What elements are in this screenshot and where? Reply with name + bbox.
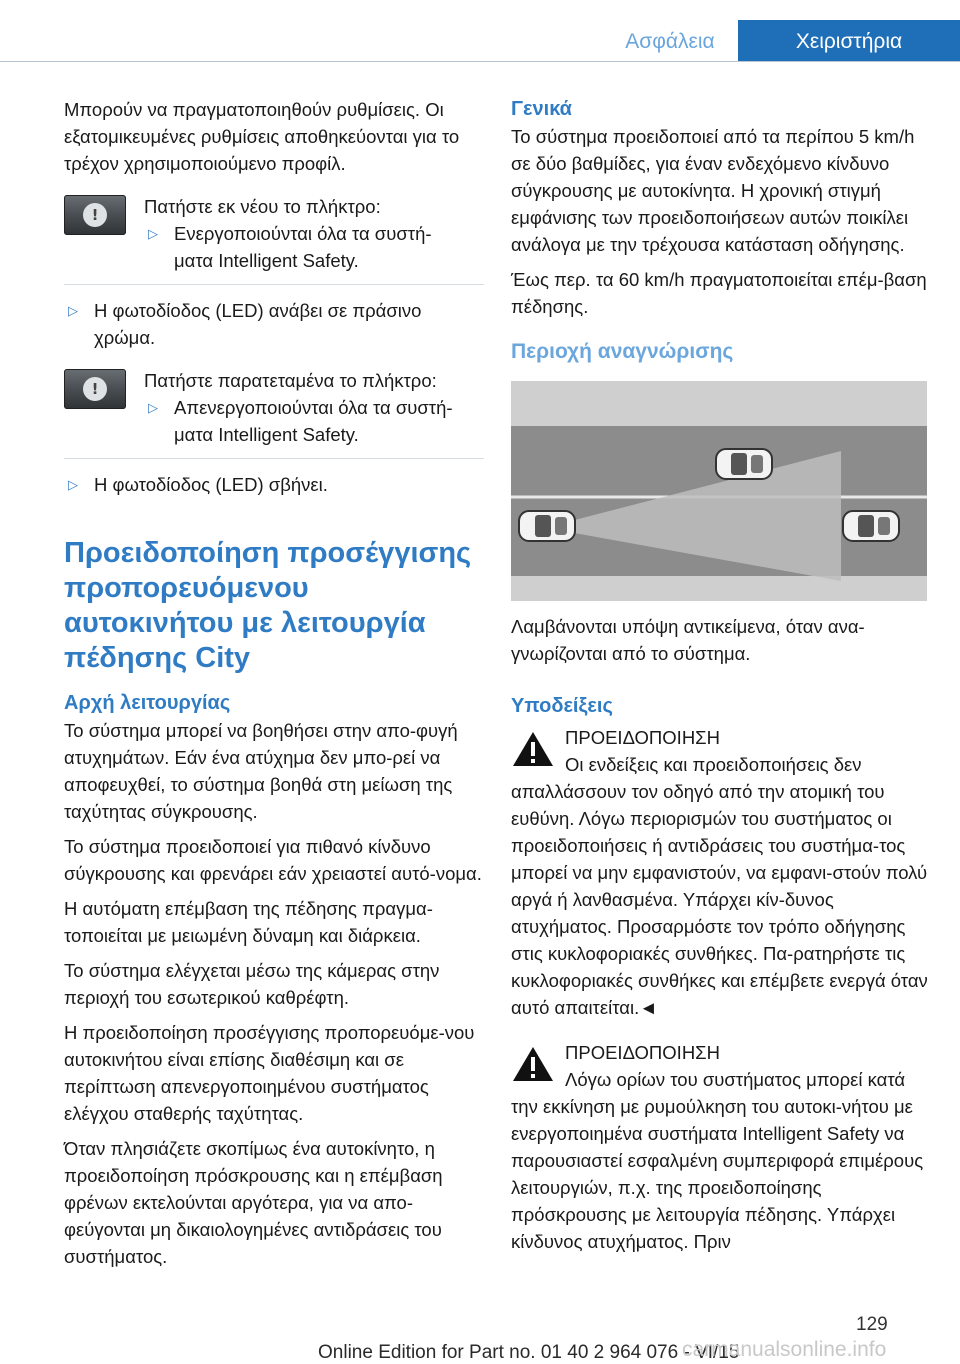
detection-area-illustration bbox=[511, 381, 927, 601]
paragraph: Η προειδοποίηση προσέγγισης προπορευόμε-νου αυτοκινήτου είναι επίσης διαθέσιμη και σε περίπτωση απενεργοποιημένου συστήματος ελέγχου σταθερής ταχύτητας. bbox=[64, 1022, 475, 1124]
page-header bbox=[0, 20, 960, 62]
bullet-text: Η φωτοδίοδος (LED) σβήνει. bbox=[94, 474, 328, 495]
paragraph: Το σύστημα μπορεί να βοηθήσει στην απο-φυγή ατυχημάτων. Εάν ένα ατύχημα δεν μπο-ρεί να αποφευχθεί, το σύστημα βοηθά στη μείωση της ταχύτητας σύγκρουσης. bbox=[64, 720, 458, 822]
paragraph: Όταν πλησιάζετε σκοπίμως ένα αυτοκίνητο, η προειδοποίηση πρόσκρουσης και η επέμβαση φρένων εκτελούνται αργότερα, για να απο-φεύγονται μη δικαιολογημένες αντιδράσεις του συστήματος. bbox=[64, 1138, 443, 1267]
right-column bbox=[511, 96, 931, 1255]
own-car-icon bbox=[519, 511, 575, 541]
intelligent-safety-button-icon bbox=[64, 369, 126, 409]
press-again-text: Πατήστε εκ νέου το πλήκτρο: bbox=[144, 196, 381, 217]
warning-icon bbox=[511, 730, 555, 768]
paragraph: Το σύστημα προειδοποιεί για πιθανό κίνδυνο σύγκρουσης και φρενάρει εάν χρειαστεί αυτό-νομα. bbox=[64, 836, 482, 884]
general-title: Γενικά bbox=[511, 98, 572, 120]
bullet-led-off bbox=[64, 471, 484, 498]
tab-controls[interactable]: Χειριστήρια bbox=[738, 20, 960, 62]
paragraph: Η αυτόματη επέμβαση της πέδησης πραγμα-τοποιείται με μειωμένη δύναμη και διάρκεια. bbox=[64, 898, 433, 946]
tab-safety[interactable]: Ασφάλεια bbox=[603, 20, 737, 62]
page-number: 129 bbox=[856, 1314, 888, 1335]
warning-block-1 bbox=[511, 724, 931, 1021]
bullet-triangle-icon: ▷ bbox=[148, 400, 158, 415]
intro-text: Μπορούν να πραγματοποιηθούν ρυθμίσεις. Οι εξατομικευμένες ρυθμίσεις αποθηκεύονται για το τρέχον χρησιμοποιούμενο προφίλ. bbox=[64, 99, 460, 174]
left-column bbox=[64, 96, 484, 1270]
warning-label: ΠΡΟΕΙΔΟΠΟΙΗΣΗ bbox=[565, 1042, 720, 1063]
button-instruction-again bbox=[64, 193, 484, 274]
paragraph: Το σύστημα προειδοποιεί από τα περίπου 5 km/h σε δύο βαθμίδες, για έναν ενδεχόμενο κίνδυνο σύγκρουσης με αυτοκίνητα. Η χρονική στιγμή εμφάνισης των προειδοποιήσεων αυτών ποικίλει ανάλογα με την τρέχουσα κατάσταση οδήγησης. bbox=[511, 126, 915, 255]
detection-title: Περιοχή αναγνώρισης bbox=[511, 340, 734, 363]
bullet-text: Η φωτοδίοδος (LED) ανάβει σε πράσινο χρώμα. bbox=[94, 300, 422, 348]
press-long-text: Πατήστε παρατεταμένα το πλήκτρο: bbox=[144, 370, 437, 391]
warning-label: ΠΡΟΕΙΔΟΠΟΙΗΣΗ bbox=[565, 727, 720, 748]
paragraph: Έως περ. τα 60 km/h πραγματοποιείται επέμ-βαση πέδησης. bbox=[511, 269, 927, 317]
bullet-triangle-icon: ▷ bbox=[68, 477, 78, 492]
road-diagram bbox=[511, 381, 927, 601]
detection-caption: Λαμβάνονται υπόψη αντικείμενα, όταν ανα-γνωρίζονται από το σύστημα. bbox=[511, 616, 865, 664]
button-instruction-long bbox=[64, 367, 484, 448]
subsection-title: Αρχή λειτουργίας bbox=[64, 692, 231, 714]
bullet-triangle-icon: ▷ bbox=[68, 303, 78, 318]
bullet-deactivate bbox=[144, 394, 484, 448]
divider bbox=[64, 284, 484, 285]
bullet-activate bbox=[144, 220, 484, 274]
intelligent-safety-button-icon bbox=[64, 195, 126, 235]
car-ahead-icon bbox=[716, 449, 772, 479]
warning-block-2 bbox=[511, 1039, 931, 1255]
edition-info: Online Edition for Part no. 01 40 2 964 076 - VI/15 bbox=[318, 1342, 740, 1363]
section-title: Προειδοποίηση προσέγγισης προπορευόμενου αυτοκινήτου με λειτουργία πέδησης City bbox=[64, 537, 472, 674]
bullet-text: Απενεργοποιούνται όλα τα συστή- ματα Intelligent Safety. bbox=[174, 397, 453, 445]
warning-text: Οι ενδείξεις και προειδοποιήσεις δεν απαλλάσσουν τον οδηγό από την ατομική του ευθύνη. Λόγω περιορισμών του συστήματος οι προειδοποιήσεις ή αντιδράσεις του συστήμα-τος μπορεί να μην εμφανιστούν, να εμφανι-στούν πολύ αργά ή λανθασμένα. Υπάρχει κίν-δυνος ατυχήματος. Προσαρμόστε τον τρόπο οδήγησης στις κυκλοφοριακές συνθήκες. Πα-ρατηρήστε τις κυκλοφοριακές συνθήκες και επέμβετε ενεργά όταν αυτό απαιτείται.◄ bbox=[511, 754, 928, 1018]
bullet-led-green bbox=[64, 297, 484, 351]
watermark: carmanualsonline.info bbox=[682, 1338, 887, 1361]
warning-icon bbox=[511, 1045, 555, 1083]
bullet-text: Ενεργοποιούνται όλα τα συστή- ματα Intelligent Safety. bbox=[174, 223, 432, 271]
bullet-triangle-icon: ▷ bbox=[148, 226, 158, 241]
notes-title: Υποδείξεις bbox=[511, 695, 613, 717]
divider bbox=[64, 458, 484, 459]
car-detected-icon bbox=[843, 511, 899, 541]
paragraph: Το σύστημα ελέγχεται μέσω της κάμερας στην περιοχή του εσωτερικού καθρέφτη. bbox=[64, 960, 440, 1008]
warning-text: Λόγω ορίων του συστήματος μπορεί κατά την εκκίνηση με ρυμούλκηση του αυτοκι-νήτου με ενεργοποιημένα συστήματα Intelligent Safety να παρουσιαστεί εσφαλμένη συμπεριφορά επιμέρους λειτουργιών, π.χ. της προειδοποίησης πρόσκρουσης με λειτουργία πέδησης. Υπάρχει κίνδυνος ατυχήματος. Πριν bbox=[511, 1069, 924, 1252]
header-divider bbox=[0, 61, 960, 62]
